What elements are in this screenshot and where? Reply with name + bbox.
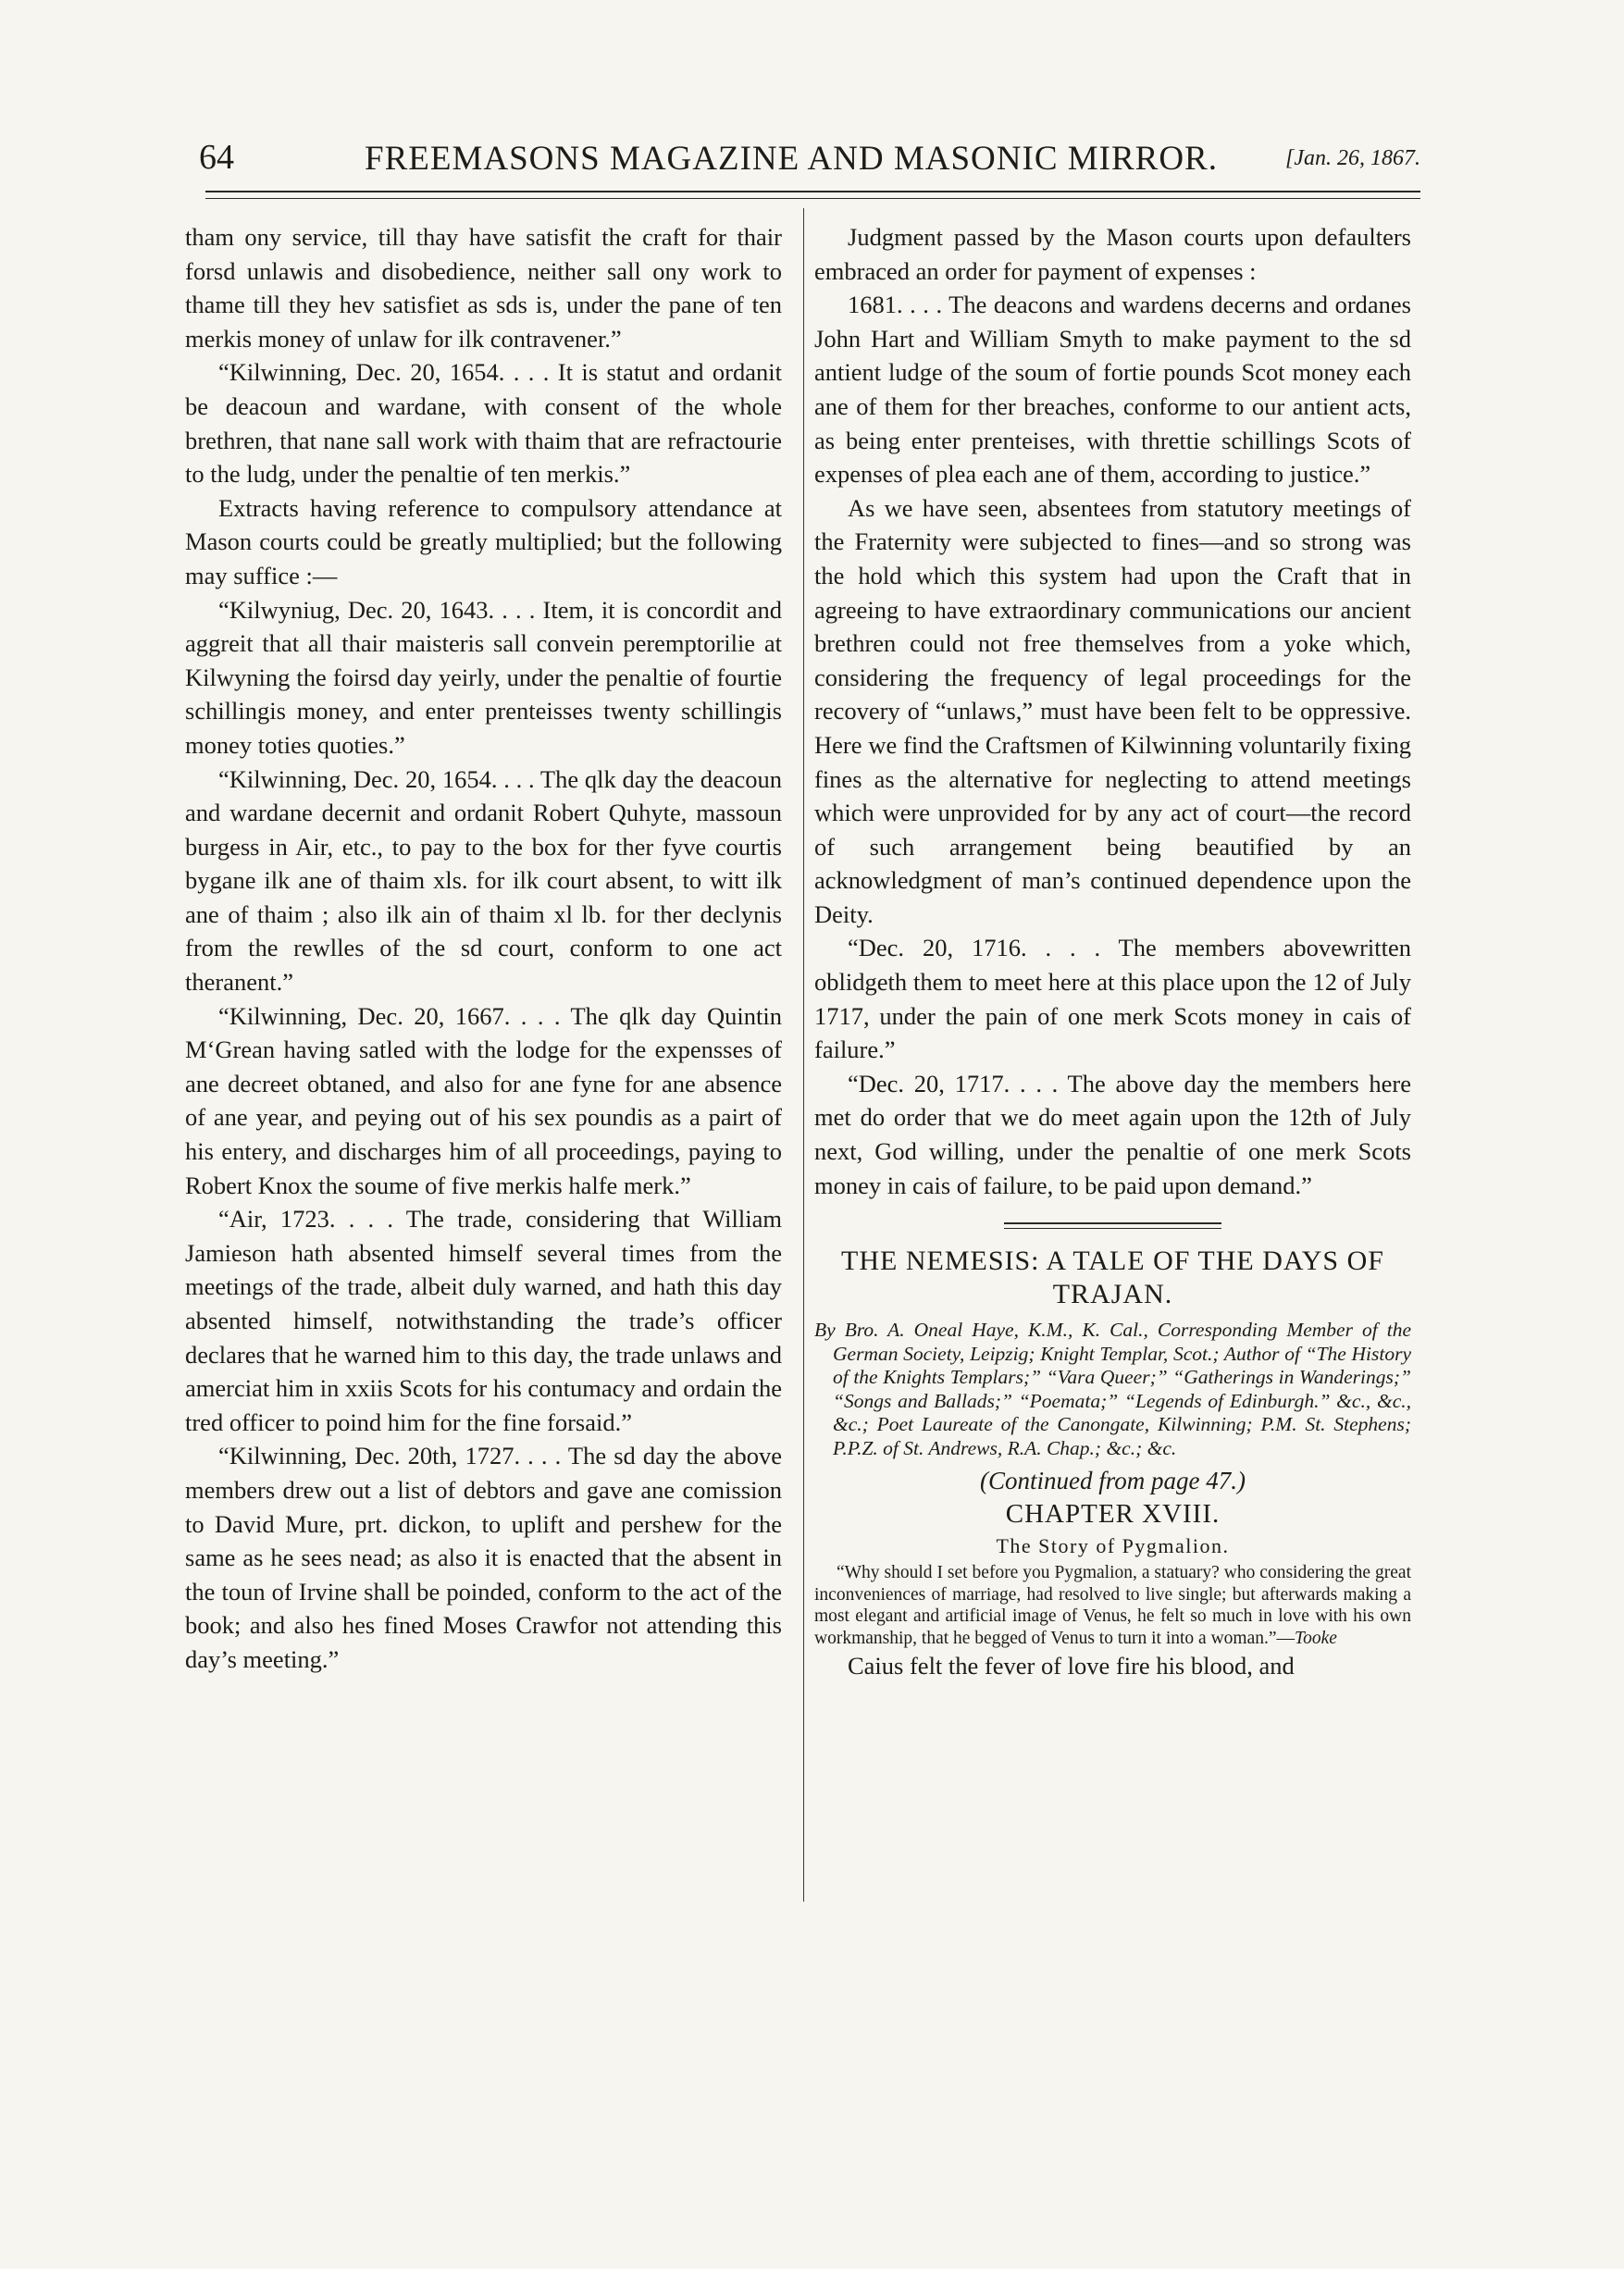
left-column [185,220,782,1677]
paragraph: tham ony service, till thay have satisfit the craft for thair forsd unlawis and disobedience, neither sall ony work to thame till they hev satisfiet as sds is, under the pane of ten merkis money of unlaw for ilk contravener.” [185,223,782,353]
right-column [814,220,1411,1683]
story-title: THE NEMESIS: A TALE OF THE DAYS OF TRAJAN. [841,1246,1384,1310]
paragraph: “Kilwinning, Dec. 20th, 1727. . . . The sd day the above members drew out a list of debtors and gave ane comission to David Mure, prt. dickon, to uplift and pershew for the same as he sees nead; as also it is enacted that the absent in the toun of Irvine shall be poinded, conform to the act of the book; and also hes fined Moses Crawfor not attending this day’s meeting.” [185,1442,782,1673]
section-ornament-rule [814,1221,1411,1232]
epigraph-text: “Why should I set before you Pygmalion, a statuary? who considering the great inconveniences of marriage, had resolved to live single; but afterwards making a most elegant and artificial image of Venus, he felt so much in love with his own workmanship, that he begged of Venus to turn it into a woman.”— [814,1563,1411,1648]
paragraph: As we have seen, absentees from statutory meetings of the Fraternity were subjected to fines—and so strong was the hold which this system had upon the Craft that in agreeing to have extraordinary communications our ancient brethren could not free themselves from a yoke which, considering the frequency of legal proceedings for the recovery of “unlaws,” must have been felt to be oppressive. Here we find the Craftsmen of Kilwinning voluntarily fixing fines as the alternative for neglecting to attend meetings which were unprovided for by any act of court—the record of such arrangement being beautified by an acknowledgment of man’s continued dependence upon the Deity. [814,493,1411,928]
paragraph: “Dec. 20, 1717. . . . The above day the members here met do order that we do meet again upon the 12th of July next, God willing, under the penaltie of one merk Scots money in cais of failure, to be paid upon demand.” [814,1069,1411,1199]
header-rule [205,191,1420,192]
paragraph: “Kilwyniug, Dec. 20, 1643. . . . Item, it is concordit and aggreit that all thair maisteris sall convein peremptorilie at Kilwyning the foirsd day yeirly, under the penaltie of fourtie schillingis money, and enter prenteisses twenty schillingis money toties quoties.” [185,595,782,759]
epigraph [814,1562,1411,1649]
paragraph: “Kilwinning, Dec. 20, 1654. . . . It is statut and ordanit be deacoun and wardane, with consent of the whole brethren, that nane sall work with thaim that are refractourie to the ludg, under the penaltie of ten merkis.” [185,358,782,489]
page-number: 64 [199,138,234,177]
chapter-heading: CHAPTER XVIII. [1005,1499,1221,1530]
paragraph: Extracts having reference to compulsory attendance at Mason courts could be greatly multiplied; but the following may suffice :— [185,493,782,589]
issue-date: [Jan. 26, 1867. [1285,146,1420,170]
paragraph: “Air, 1723. . . . The trade, considering that William Jamieson hath absented himself several times from the meetings of the trade, albeit duly warned, and hath this day absented himself, notwithstanding the trade’s officer declares that he warned him to this day, the trade unlaws and amerciat him in xxiis Scots for his contumacy and ordain the tred officer to poind him for the fine forsaid.” [185,1205,782,1436]
paragraph: 1681. . . . The deacons and wardens decerns and ordanes John Hart and William Smyth to make payment to the sd antient ludge of the soum of fortie pounds Scot money each ane of them for ther breaches, conforme to our antient acts, as being enter prenteises, with threttie schillings Scots of expenses of plea each ane of them, according to justice.” [814,291,1411,489]
magazine-title: FREEMASONS MAGAZINE AND MASONIC MIRROR. [365,140,1218,178]
story-byline: By Bro. A. Oneal Haye, K.M., K. Cal., Corresponding Member of the German Society, Leipzig; Knight Templar, Scot.; Author of “The History of the Knights Templars;” “Vara Queer;” “Gatherings in Wanderings;” “Songs and Ballads;” “Poemata;” “Legends of Edinburgh.” &c., &c., &c.; Poet Laureate of the Canongate, Kilwinning; P.M. St. Stephens; P.P.Z. of St. Andrews, R.A. Chap.; &c.; &c. [814,1319,1411,1459]
epigraph-attribution: Tooke [1295,1628,1337,1648]
paragraph: “Dec. 20, 1716. . . . The members abovewritten oblidgeth them to meet here at this place upon the 12 of July 1717, under the pain of one merk Scots money in cais of failure.” [814,934,1411,1064]
paragraph: “Kilwinning, Dec. 20, 1667. . . . The qlk day Quintin M‘Grean having satled with the lodge for the expensses of ane decreet obtaned, and also for ane fyne for ane absence of ane year, and peying out of his sex poundis as a pairt of his entery, and discharges him of all proceedings, paying to Robert Knox the soume of five merkis halfe merk.” [185,1001,782,1199]
chapter-subheading: The Story of Pygmalion. [996,1534,1230,1558]
paragraph: “Kilwinning, Dec. 20, 1654. . . . The qlk day the deacoun and wardane decernit and ordanit Robert Quhyte, massoun burgess in Air, etc., to pay to the box for ther fyve courtis bygane ilk ane of thaim xls. for ilk court absent, to witt ilk ane of thaim ; also ilk ain of thaim xl lb. for ther declynis from the rewlles of the sd court, conform to one act theranent.” [185,764,782,997]
page-header [199,137,1420,183]
paragraph: Judgment passed by the Mason courts upon defaulters embraced an order for payment of expenses : [814,223,1411,285]
column-divider [803,208,804,1902]
story-opening-line: Caius felt the fever of love fire his blood, and [848,1652,1295,1680]
continued-note: (Continued from page 47.) [980,1467,1246,1495]
header-rule-thin [205,198,1420,199]
